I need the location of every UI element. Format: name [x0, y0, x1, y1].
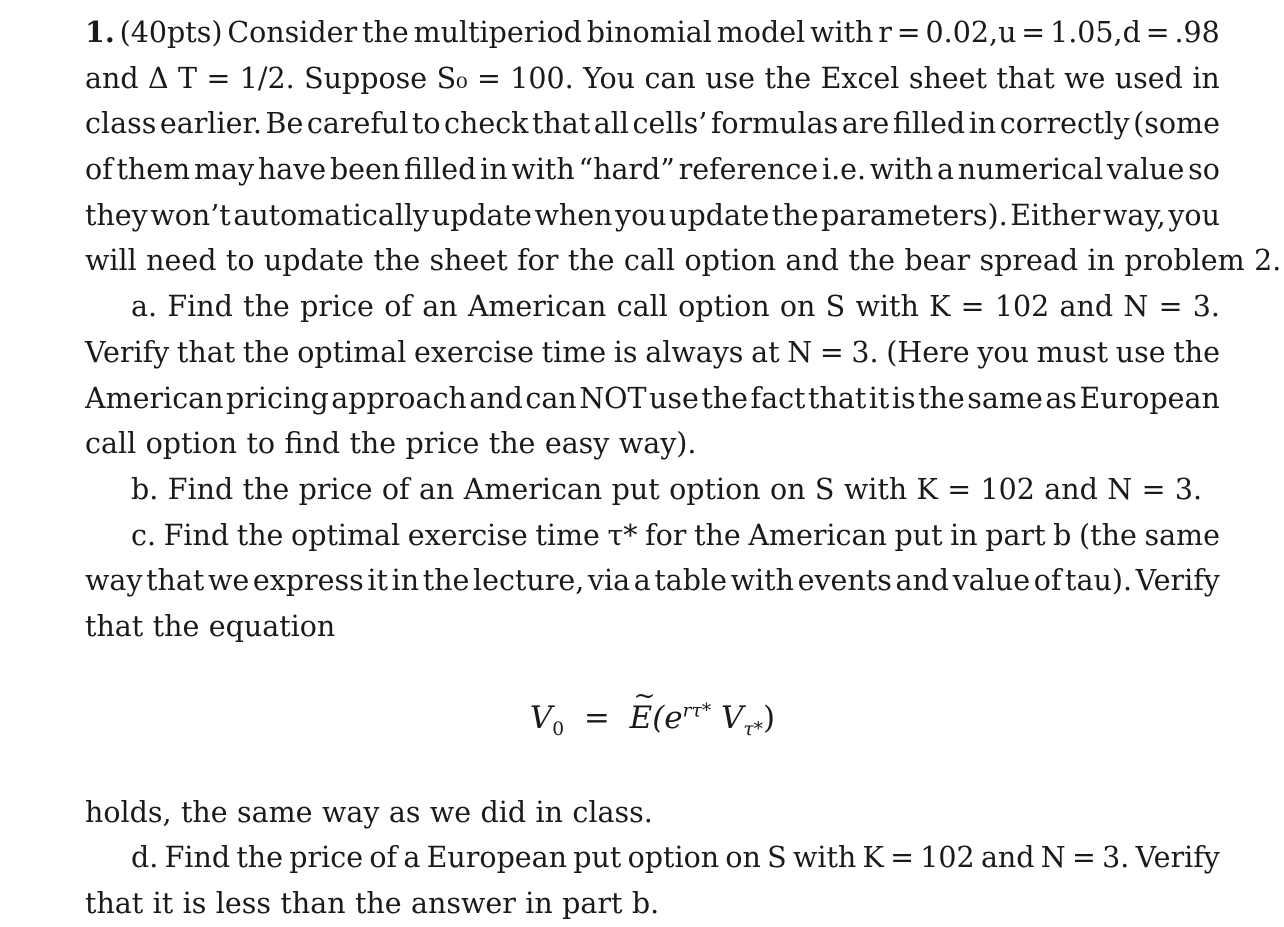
- word: numerical: [957, 153, 1104, 187]
- text-line: [85, 284, 1220, 330]
- word: filled: [892, 107, 966, 141]
- word: same: [1144, 518, 1220, 552]
- word: we: [207, 564, 250, 598]
- word: formulas: [710, 107, 839, 141]
- word: S: [825, 290, 846, 324]
- word: and: [1044, 472, 1098, 506]
- word: the: [236, 841, 284, 875]
- word: the: [701, 381, 749, 415]
- word: =: [896, 16, 921, 49]
- word: NOT: [579, 381, 647, 415]
- word: the: [771, 198, 819, 232]
- word: must: [1036, 335, 1109, 369]
- word: as: [1045, 381, 1077, 415]
- text-line: [85, 558, 1220, 604]
- text-line: [85, 881, 1220, 927]
- word: as: [388, 795, 421, 829]
- word: price: [298, 472, 373, 506]
- word: events: [797, 564, 892, 598]
- word: did: [480, 795, 527, 829]
- word: optimal: [291, 518, 401, 552]
- text-line: [85, 56, 1220, 102]
- word: 1.05,d: [1050, 16, 1141, 49]
- word: will: [85, 244, 137, 278]
- word: option: [684, 244, 776, 278]
- word: the: [848, 244, 896, 278]
- word: the: [349, 427, 397, 461]
- word: Verify: [1135, 841, 1220, 875]
- part-c-after-equation: [85, 790, 1220, 836]
- word: same: [967, 381, 1043, 415]
- word: update: [669, 198, 770, 232]
- word: use: [649, 381, 699, 415]
- word: on: [769, 472, 806, 506]
- word: part: [985, 518, 1046, 552]
- word: the: [152, 609, 200, 643]
- text-line: [85, 835, 1220, 881]
- problem-number: 1.: [85, 15, 115, 49]
- word: in: [480, 153, 508, 187]
- word: Consider: [227, 16, 358, 49]
- word: we: [1064, 61, 1106, 95]
- word: τ*: [607, 518, 638, 552]
- word: with: [730, 564, 794, 598]
- word: S: [767, 841, 787, 875]
- word: may: [193, 153, 255, 187]
- word: binomial: [586, 16, 712, 49]
- text-line: [85, 421, 1220, 467]
- word: European: [426, 841, 568, 875]
- word: 3.: [1192, 290, 1220, 324]
- eq-expectation: ~ E: [630, 700, 653, 736]
- word: to: [225, 244, 255, 278]
- word: they: [85, 198, 148, 232]
- word: we: [429, 795, 472, 829]
- problem-document: [85, 10, 1282, 927]
- word: N: [1123, 290, 1149, 324]
- part-a: [85, 284, 1220, 467]
- word: with: [511, 153, 575, 187]
- word: way).: [618, 427, 697, 461]
- word: N: [787, 335, 813, 369]
- word: b.: [131, 472, 159, 506]
- word: way: [85, 564, 143, 598]
- word: in: [535, 795, 563, 829]
- word: the: [1173, 335, 1220, 369]
- word: and: [1059, 290, 1114, 324]
- word: option: [145, 427, 238, 461]
- word: price: [300, 290, 374, 324]
- word: c.: [131, 518, 157, 552]
- word: careful: [306, 107, 409, 141]
- word: =: [1072, 841, 1096, 875]
- word: call: [85, 427, 137, 461]
- word: (the: [1079, 518, 1137, 552]
- word: use: [705, 61, 756, 95]
- word: Excel: [820, 61, 900, 95]
- word: K: [916, 472, 938, 506]
- word: 100.: [510, 61, 574, 95]
- word: =: [960, 290, 985, 324]
- word: 2.: [1254, 244, 1282, 278]
- text-line: [85, 790, 1220, 836]
- word: S₀: [436, 61, 468, 95]
- part-b: [85, 467, 1220, 513]
- word: that: [531, 107, 591, 141]
- word: =: [206, 61, 231, 95]
- word: You: [583, 61, 636, 95]
- word: easy: [544, 427, 610, 461]
- word: a: [936, 153, 954, 187]
- word: tau).: [1065, 564, 1133, 598]
- word: all: [593, 107, 630, 141]
- word: 0.02,u: [925, 16, 1017, 49]
- word: d.: [131, 841, 159, 875]
- word: to: [411, 107, 441, 141]
- word: 3.: [851, 335, 879, 369]
- eq-open: (e: [652, 699, 683, 736]
- word: filled: [404, 153, 477, 187]
- word: always: [645, 335, 744, 369]
- word: class.: [572, 795, 653, 829]
- word: update: [263, 244, 365, 278]
- word: a: [633, 564, 651, 598]
- text-line: [85, 193, 1220, 239]
- word: spread: [979, 244, 1079, 278]
- word: 102: [980, 472, 1035, 506]
- word: problem: [1124, 244, 1245, 278]
- word: lecture,: [472, 564, 585, 598]
- word: the: [242, 335, 290, 369]
- word: than: [280, 887, 346, 920]
- text-line: [85, 513, 1220, 559]
- word: =: [1158, 290, 1183, 324]
- word: American: [467, 290, 607, 324]
- word: 3.: [1102, 841, 1130, 875]
- word: Find: [164, 841, 231, 875]
- word: (40pts): [119, 16, 223, 49]
- word: is: [891, 381, 916, 415]
- word: 102: [994, 290, 1050, 324]
- word: put: [894, 518, 943, 552]
- word: the: [764, 61, 812, 95]
- word: =: [476, 61, 501, 95]
- text-line: [85, 10, 1220, 56]
- word: b: [1053, 518, 1072, 552]
- word: that: [146, 564, 205, 598]
- word: sheet: [429, 244, 508, 278]
- word: you: [614, 198, 667, 232]
- word: multiperiod: [413, 16, 582, 49]
- word: use: [1115, 335, 1166, 369]
- word: check: [444, 107, 529, 141]
- text-line: [85, 604, 1220, 650]
- word: value: [1106, 153, 1185, 187]
- word: optimal: [297, 335, 407, 369]
- word: the: [567, 244, 615, 278]
- word: that: [996, 61, 1055, 95]
- word: exercise: [413, 335, 534, 369]
- word: American: [85, 381, 224, 415]
- word: an: [418, 472, 455, 506]
- word: price: [289, 841, 364, 875]
- word: in: [968, 107, 997, 141]
- word: Suppose: [304, 61, 428, 95]
- word: the: [362, 16, 409, 49]
- word: bear: [904, 244, 971, 278]
- word: 1/2.: [239, 61, 295, 95]
- word: Δ: [148, 61, 169, 95]
- word: in: [1087, 244, 1116, 278]
- word: b.: [631, 887, 660, 920]
- word: the: [180, 795, 228, 829]
- word: N: [1107, 472, 1133, 506]
- word: in: [525, 887, 553, 920]
- word: parameters).: [821, 198, 1008, 232]
- word: the: [236, 518, 284, 552]
- word: the: [373, 244, 421, 278]
- word: sheet: [908, 61, 987, 95]
- word: model: [716, 16, 806, 49]
- word: that: [85, 609, 144, 643]
- word: (some: [1133, 107, 1220, 141]
- word: holds,: [85, 795, 172, 829]
- word: it: [367, 564, 388, 598]
- word: can: [644, 61, 696, 95]
- word: automatically: [233, 198, 430, 232]
- word: so: [1188, 153, 1220, 187]
- word: the: [918, 381, 965, 415]
- word: Find: [167, 472, 234, 506]
- word: them: [116, 153, 191, 187]
- eq-v: V: [721, 699, 744, 736]
- word: with: [792, 841, 857, 875]
- optimal-stopping-equation: [85, 650, 1220, 790]
- word: at: [751, 335, 780, 369]
- word: =: [1141, 472, 1166, 506]
- word: K: [862, 841, 884, 875]
- word: been: [329, 153, 401, 187]
- word: of: [85, 153, 113, 187]
- word: used: [1114, 61, 1183, 95]
- part-c: [85, 513, 1220, 650]
- word: Be: [265, 107, 304, 141]
- word: equation: [208, 609, 336, 643]
- eq-v-sub: τ*: [743, 718, 763, 740]
- eq-close: ): [762, 699, 776, 736]
- word: .98: [1174, 16, 1220, 49]
- word: (Here: [886, 335, 970, 369]
- word: approach: [331, 381, 467, 415]
- word: pricing: [226, 381, 329, 415]
- word: with: [810, 16, 874, 49]
- word: =: [890, 841, 914, 875]
- word: the: [243, 290, 290, 324]
- word: on: [725, 841, 761, 875]
- word: S: [814, 472, 835, 506]
- eq-exponent: rτ*: [682, 700, 712, 722]
- word: that: [176, 335, 236, 369]
- word: of: [381, 472, 410, 506]
- word: put: [611, 472, 660, 506]
- word: European: [1079, 381, 1220, 415]
- text-line: [85, 376, 1220, 422]
- word: of: [384, 290, 412, 324]
- text-line: [85, 238, 1282, 284]
- part-d: [85, 835, 1220, 926]
- word: and: [85, 61, 139, 95]
- word: you: [977, 335, 1029, 369]
- word: when: [534, 198, 613, 232]
- word: that: [85, 887, 144, 920]
- word: cells’: [632, 107, 708, 141]
- word: of: [1033, 564, 1062, 598]
- word: in: [950, 518, 978, 552]
- word: option: [669, 472, 761, 506]
- word: of: [369, 841, 398, 875]
- word: call: [623, 244, 676, 278]
- word: is: [182, 887, 207, 920]
- word: and: [895, 564, 950, 598]
- word: answer: [411, 887, 516, 920]
- word: the: [354, 887, 402, 920]
- word: value: [952, 564, 1031, 598]
- word: time: [541, 335, 607, 369]
- word: same: [237, 795, 313, 829]
- word: 3.: [1174, 472, 1203, 506]
- word: i.e.: [821, 153, 867, 187]
- word: American: [748, 518, 887, 552]
- text-line: [85, 101, 1220, 147]
- word: and: [980, 841, 1035, 875]
- word: find: [284, 427, 341, 461]
- word: with: [843, 472, 908, 506]
- word: time: [535, 518, 600, 552]
- word: put: [573, 841, 622, 875]
- word: r: [878, 16, 892, 49]
- word: class: [85, 107, 157, 141]
- word: the: [488, 427, 536, 461]
- word: a: [403, 841, 421, 875]
- word: =: [1021, 16, 1046, 49]
- word: with: [869, 153, 934, 187]
- word: in: [1192, 61, 1220, 95]
- word: for: [517, 244, 559, 278]
- text-line: [85, 147, 1220, 193]
- word: a.: [131, 290, 158, 324]
- word: it: [868, 381, 890, 415]
- word: “hard”: [578, 153, 675, 187]
- word: Either: [1010, 198, 1101, 232]
- word: in: [391, 564, 420, 598]
- word: call: [616, 290, 668, 324]
- word: =: [1145, 16, 1170, 49]
- word: 102: [920, 841, 975, 875]
- word: price: [405, 427, 480, 461]
- word: with: [855, 290, 919, 324]
- word: Find: [163, 518, 230, 552]
- eq-lhs: V: [529, 699, 553, 736]
- word: the: [694, 518, 741, 552]
- word: need: [146, 244, 217, 278]
- word: can: [525, 381, 577, 415]
- word: and: [469, 381, 523, 415]
- word: way,: [1102, 198, 1166, 232]
- word: T: [178, 61, 198, 95]
- word: an: [422, 290, 458, 324]
- word: American: [463, 472, 603, 506]
- word: correctly: [999, 107, 1130, 141]
- eq-lhs-sub: 0: [552, 718, 565, 740]
- word: it: [152, 887, 174, 920]
- word: earlier.: [159, 107, 262, 141]
- text-line: [85, 330, 1220, 376]
- eq-equals: =: [583, 699, 610, 736]
- word: you: [1168, 198, 1220, 232]
- word: via: [587, 564, 631, 598]
- word: to: [246, 427, 276, 461]
- word: Find: [167, 290, 233, 324]
- word: Verify: [85, 335, 170, 369]
- word: reference: [678, 153, 819, 187]
- text-line: [85, 467, 1220, 513]
- word: exercise: [407, 518, 528, 552]
- word: update: [431, 198, 532, 232]
- word: are: [841, 107, 890, 141]
- word: for: [645, 518, 687, 552]
- word: on: [779, 290, 816, 324]
- word: the: [242, 472, 290, 506]
- problem-statement: [85, 10, 1282, 284]
- word: N: [1040, 841, 1066, 875]
- word: less: [215, 887, 271, 920]
- word: and: [785, 244, 839, 278]
- word: option: [678, 290, 770, 324]
- word: way: [321, 795, 380, 829]
- word: the: [422, 564, 470, 598]
- word: is: [613, 335, 638, 369]
- word: have: [257, 153, 327, 187]
- word: express: [252, 564, 364, 598]
- word: table: [654, 564, 728, 598]
- word: part: [562, 887, 623, 920]
- word: option: [627, 841, 720, 875]
- word: =: [819, 335, 844, 369]
- word: Verify: [1135, 564, 1220, 598]
- word: =: [947, 472, 972, 506]
- word: won’t: [150, 198, 231, 232]
- word: K: [929, 290, 951, 324]
- word: fact: [750, 381, 806, 415]
- word: that: [808, 381, 867, 415]
